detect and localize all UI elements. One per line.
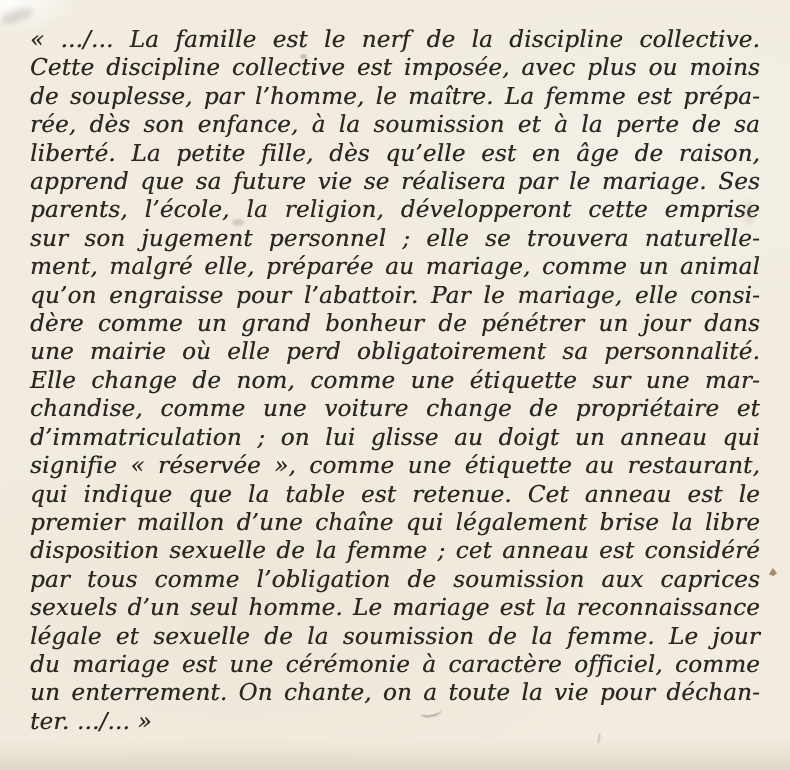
text-line: chandise, comme une voiture change de propriétaire et (30, 396, 760, 423)
quotation-text (30, 26, 760, 736)
text-line: d’immatriculation ; on lui glisse au doigt un anneau qui (30, 424, 760, 451)
scan-corner-shadow (0, 5, 35, 27)
text-line: rée, dès son enfance, à la soumission et à la perte de sa (30, 112, 760, 139)
text-line: qu’on engraisse pour l’abattoir. Par le mariage, elle consi- (30, 282, 760, 309)
text-line: disposition sexuelle de la femme ; cet anneau est considéré (30, 538, 760, 565)
text-line: par tous comme l’obligation de soumission aux caprices (30, 566, 760, 593)
text-line: « .../... La famille est le nerf de la discipline collective. (30, 27, 760, 53)
text-line: de souplesse, par l’homme, le maître. La femme est prépa- (30, 83, 760, 110)
text-line: qui indique que la table est retenue. Cet anneau est le (30, 481, 760, 508)
text-line: signifie « réservée », comme une étiquette au restaurant, (30, 453, 760, 480)
text-line: sexuels d’un seul homme. Le mariage est la reconnaissance (30, 595, 760, 622)
text-line: une mairie où elle perd obligatoirement sa personnalité. (30, 339, 760, 366)
text-line: liberté. La petite fille, dès qu’elle est en âge de raison, (30, 140, 760, 167)
text-line: ment, malgré elle, préparée au mariage, comme un animal (30, 254, 760, 281)
text-line: dère comme un grand bonheur de pénétrer un jour dans (30, 311, 760, 338)
text-line: premier maillon d’une chaîne qui légalement brise la libre (30, 509, 760, 536)
text-line: du mariage est une cérémonie à caractère officiel, comme (30, 651, 760, 678)
text-line: sur son jugement personnel ; elle se trouvera naturelle- (30, 225, 760, 252)
text-line: légale et sexuelle de la soumission de la femme. Le jour (30, 623, 760, 650)
text-line: Cette discipline collective est imposée, avec plus ou moins (30, 55, 760, 82)
paper-speck (768, 568, 777, 576)
text-line: parents, l’école, la religion, développeront cette emprise (30, 197, 760, 224)
text-line: Elle change de nom, comme une étiquette sur une mar- (30, 367, 760, 394)
text-line: apprend que sa future vie se réalisera par le mariage. Ses (30, 169, 760, 196)
text-line: ter. .../... » (30, 708, 152, 735)
text-line: un enterrement. On chante, on a toute la vie pour déchan- (30, 680, 760, 707)
